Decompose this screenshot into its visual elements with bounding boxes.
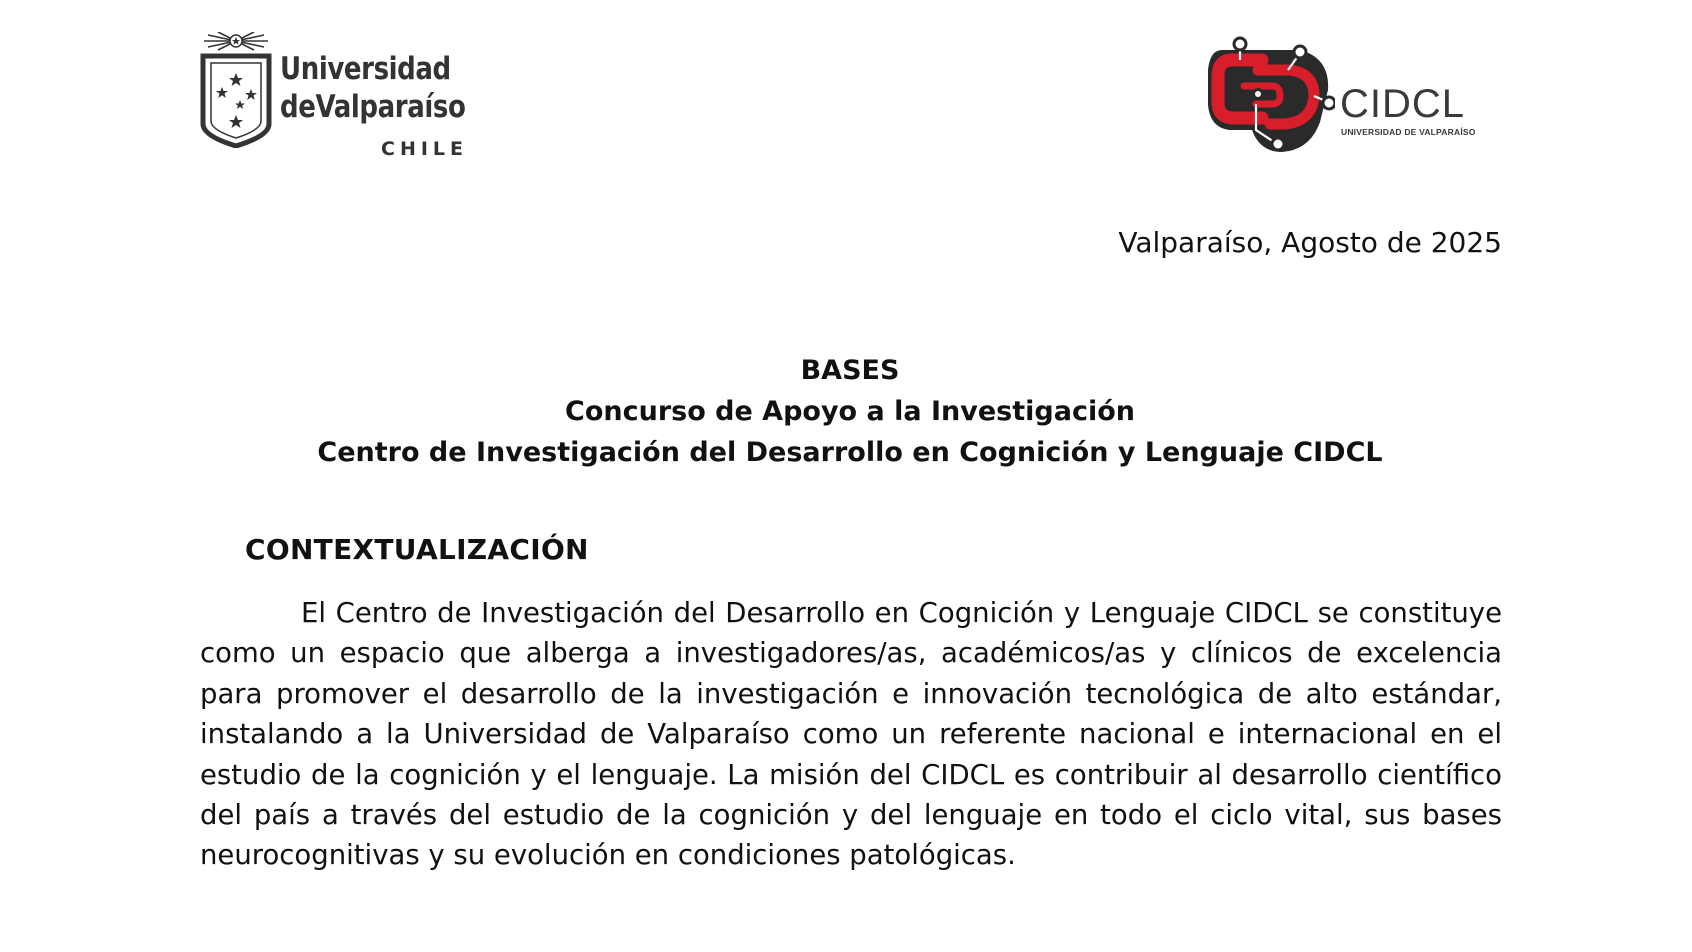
document-date: Valparaíso, Agosto de 2025	[1118, 226, 1502, 259]
cidcl-mark-icon	[1200, 30, 1335, 155]
cidcl-subtitle: UNIVERSIDAD DE VALPARAÍSO	[1341, 127, 1476, 137]
title-line-bases: BASES	[800, 355, 900, 386]
section-heading: CONTEXTUALIZACIÓN	[245, 533, 589, 566]
university-name-line2: deValparaíso	[280, 89, 466, 125]
cidcl-logo	[1200, 30, 1490, 155]
title-line-center: Centro de Investigación del Desarrollo en Cognición y Lenguaje CIDCL	[317, 437, 1383, 468]
university-crest-icon	[200, 32, 272, 148]
section-paragraph: El Centro de Investigación del Desarrollo en Cognición y Lenguaje CIDCL se constituye como un espacio que alberga a investigadores/as, académicos/as y clínicos de excelencia para promover el desarrollo de la investigación e innovación tecnológica de alto estándar, instalando a la Universidad de Valparaíso como un referente nacional e internacional en el estudio de la cognición y el lenguaje. La misión del CIDCL es contribuir al desarrollo científico del país a través del estudio de la cognición y del lenguaje en todo el ciclo vital, sus bases neurocognitivas y su evolución en condiciones patológicas.	[200, 597, 1502, 872]
title-line-contest: Concurso de Apoyo a la Investigación	[565, 396, 1135, 427]
document-title	[200, 350, 1500, 473]
university-logo	[200, 32, 480, 164]
university-country: CHILE	[381, 138, 469, 160]
university-name-line1: Universidad	[280, 51, 451, 87]
cidcl-name: CIDCL	[1340, 82, 1466, 126]
university-wordmark	[280, 51, 501, 125]
